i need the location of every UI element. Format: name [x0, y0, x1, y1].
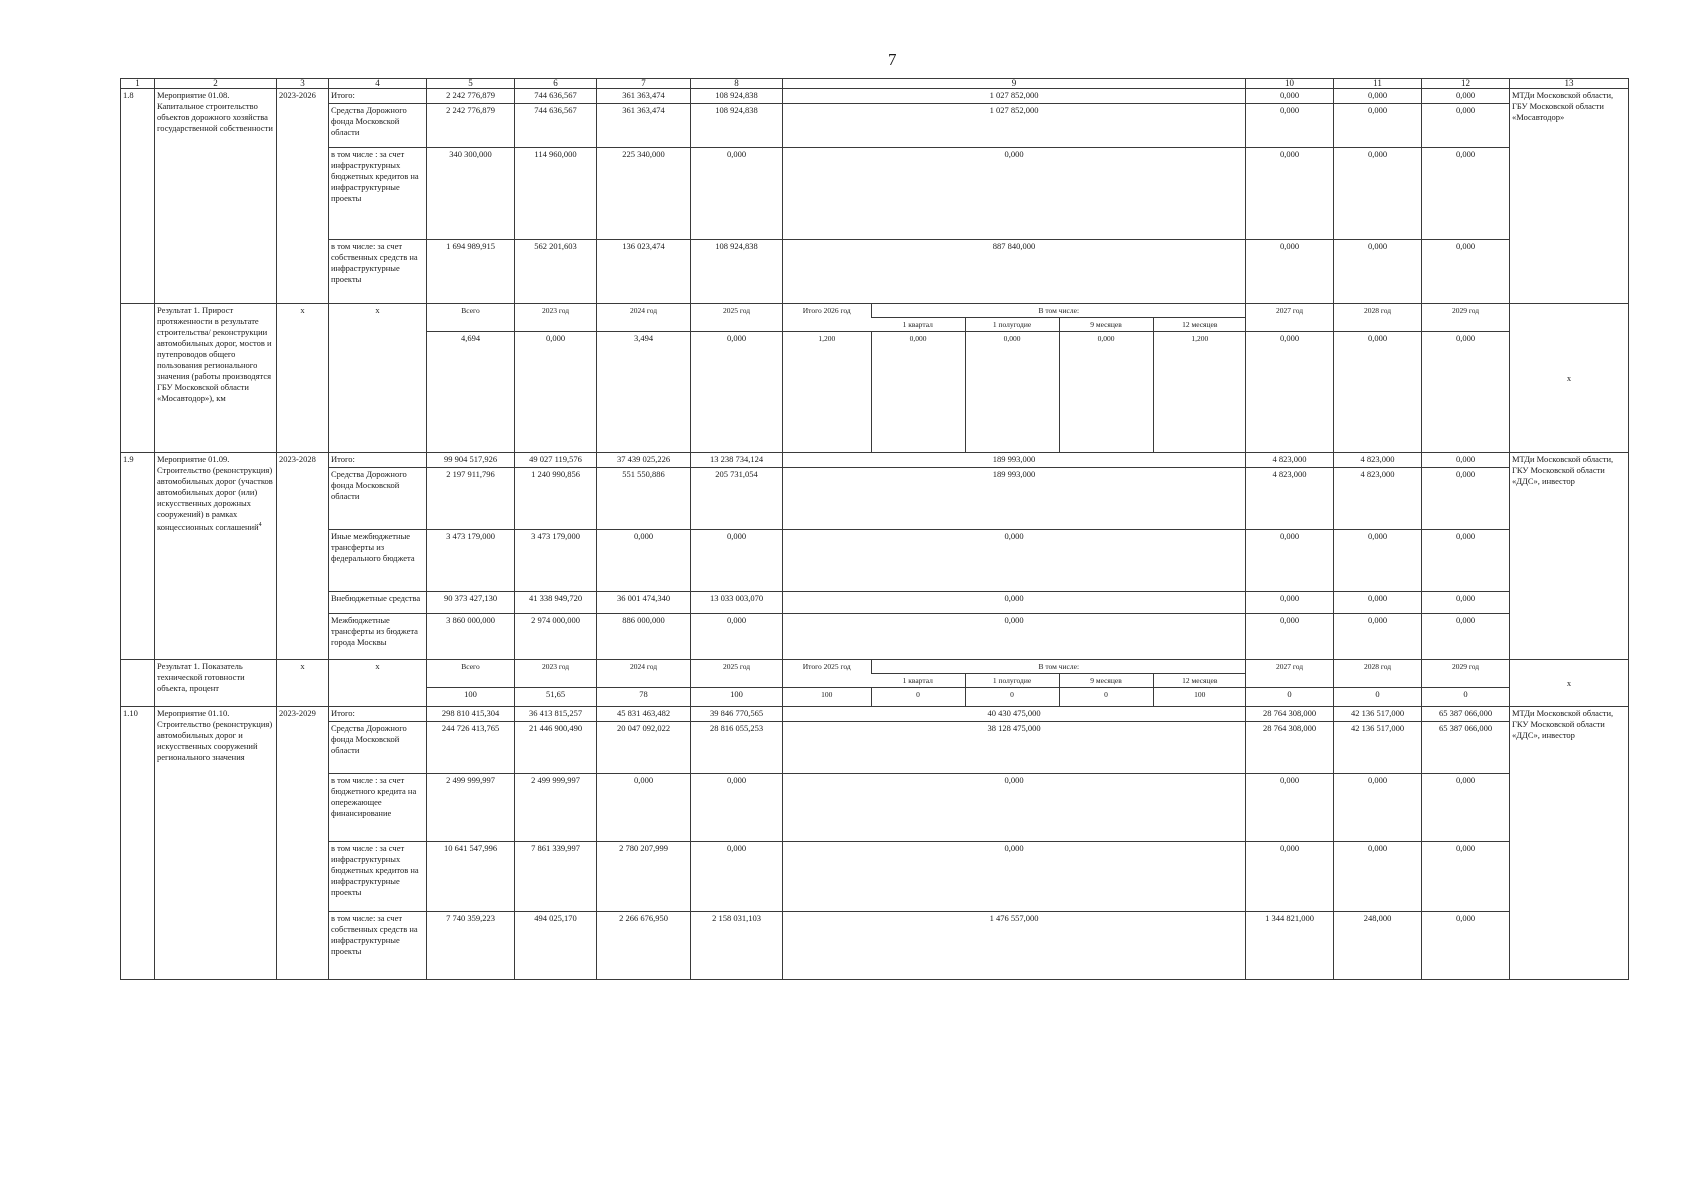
quarter-value: 100	[1153, 688, 1246, 706]
amount-v6: 114 960,000	[515, 148, 597, 240]
amount-v11: 0,000	[1334, 104, 1422, 148]
amount-v7: 361 363,474	[597, 104, 691, 148]
amount-v7: 36 001 474,340	[597, 592, 691, 614]
result-year-header: 2025 год	[691, 660, 783, 688]
program-table	[120, 78, 1629, 980]
col-header: 6	[515, 79, 597, 89]
amount-v12: 65 387 066,000	[1422, 722, 1510, 774]
executor: МТДи Московской области, ГКУ Московской области «ДДС», инвестор	[1510, 707, 1629, 980]
col-header: 8	[691, 79, 783, 89]
result-value: 0	[1246, 688, 1334, 707]
funding-source: Итого:	[329, 707, 427, 722]
quarter-value: 0	[965, 688, 1059, 706]
amount-2026: 40 430 475,000	[783, 707, 1246, 722]
funding-row	[121, 240, 1629, 304]
result-year-header: 2029 год	[1422, 304, 1510, 332]
amount-v7: 0,000	[597, 530, 691, 592]
amount-v6: 1 240 990,856	[515, 468, 597, 530]
including-label: В том числе:	[871, 660, 1246, 674]
amount-v10: 0,000	[1246, 614, 1334, 660]
amount-v10: 0,000	[1246, 89, 1334, 104]
measure-title	[155, 453, 277, 660]
amount-v8: 39 846 770,565	[691, 707, 783, 722]
amount-v12: 0,000	[1422, 842, 1510, 912]
amount-2026: 887 840,000	[783, 240, 1246, 304]
result-value: 0	[1334, 688, 1422, 707]
funding-row	[121, 842, 1629, 912]
amount-v6: 494 025,170	[515, 912, 597, 980]
amount-v11: 4 823,000	[1334, 453, 1422, 468]
amount-v11: 0,000	[1334, 148, 1422, 240]
result-c3: х	[277, 660, 329, 707]
empty-cell	[121, 304, 155, 453]
amount-v7: 886 000,000	[597, 614, 691, 660]
amount-v6: 744 636,567	[515, 104, 597, 148]
amount-v7: 361 363,474	[597, 89, 691, 104]
amount-v5: 1 694 989,915	[427, 240, 515, 304]
measure-title-text: Мероприятие 01.08. Капитальное строительство объектов дорожного хозяйства государственной собственности	[157, 90, 273, 133]
amount-v6: 3 473 179,000	[515, 530, 597, 592]
quarter-header: 1 квартал	[902, 676, 933, 685]
amount-v5: 3 860 000,000	[427, 614, 515, 660]
quarter-header: 1 полугодие	[965, 674, 1059, 688]
col-header: 4	[329, 79, 427, 89]
amount-v5: 2 242 776,879	[427, 89, 515, 104]
amount-v11: 42 136 517,000	[1334, 722, 1422, 774]
funding-source: Межбюджетные трансферты из бюджета города Москвы	[329, 614, 427, 660]
col-header: 3	[277, 79, 329, 89]
funding-row	[121, 468, 1629, 530]
amount-v5: 2 197 911,796	[427, 468, 515, 530]
amount-v5: 2 242 776,879	[427, 104, 515, 148]
amount-v12: 0,000	[1422, 240, 1510, 304]
result-total-year-header: Итого 2025 год	[802, 662, 851, 671]
funding-row	[121, 592, 1629, 614]
result-quarters-header	[783, 660, 1246, 688]
period: 2023-2026	[277, 89, 329, 304]
amount-v11: 248,000	[1334, 912, 1422, 980]
quarter-header: 12 месяцев	[1153, 318, 1246, 332]
result-year-header: 2027 год	[1246, 304, 1334, 332]
amount-v10: 4 823,000	[1246, 453, 1334, 468]
amount-v7: 2 266 676,950	[597, 912, 691, 980]
col-header: 2	[155, 79, 277, 89]
result-value: 0,000	[515, 332, 597, 453]
result-value: 100	[427, 688, 515, 707]
amount-v5: 10 641 547,996	[427, 842, 515, 912]
amount-v12: 0,000	[1422, 912, 1510, 980]
result-year-header: 2024 год	[597, 304, 691, 332]
page-number: 7	[888, 50, 897, 69]
funding-source: Внебюджетные средства	[329, 592, 427, 614]
amount-v10: 0,000	[1246, 774, 1334, 842]
result-year-header: 2025 год	[691, 304, 783, 332]
col-header: 9	[783, 79, 1246, 89]
result-year-header: 2023 год	[515, 304, 597, 332]
amount-v5: 90 373 427,130	[427, 592, 515, 614]
amount-2026: 1 476 557,000	[783, 912, 1246, 980]
amount-v5: 298 810 415,304	[427, 707, 515, 722]
period: 2023-2028	[277, 453, 329, 660]
footnote-mark: 4	[258, 522, 262, 528]
amount-v5: 340 300,000	[427, 148, 515, 240]
amount-2026: 189 993,000	[783, 453, 1246, 468]
amount-v5: 99 904 517,926	[427, 453, 515, 468]
result-c4: х	[329, 304, 427, 453]
amount-v5: 7 740 359,223	[427, 912, 515, 980]
col-header: 12	[1422, 79, 1510, 89]
funding-source: в том числе: за счет собственных средств на инфраструктурные проекты	[329, 240, 427, 304]
funding-row	[121, 707, 1629, 722]
amount-v12: 0,000	[1422, 530, 1510, 592]
empty-cell	[121, 660, 155, 707]
result-value: 51,65	[515, 688, 597, 707]
amount-v12: 0,000	[1422, 774, 1510, 842]
amount-v7: 0,000	[597, 774, 691, 842]
result-year-header: 2024 год	[597, 660, 691, 688]
amount-2026: 0,000	[783, 592, 1246, 614]
amount-v5: 3 473 179,000	[427, 530, 515, 592]
period: 2023-2029	[277, 707, 329, 980]
including-label: В том числе:	[871, 304, 1246, 318]
result-c3: х	[277, 304, 329, 453]
result-year-header: 2029 год	[1422, 660, 1510, 688]
row-number: 1.10	[121, 707, 155, 980]
result-year-header: 2023 год	[515, 660, 597, 688]
amount-v12: 0,000	[1422, 89, 1510, 104]
amount-v6: 2 974 000,000	[515, 614, 597, 660]
result-total-year-value: 100	[821, 690, 833, 699]
amount-v6: 21 446 900,490	[515, 722, 597, 774]
amount-v10: 4 823,000	[1246, 468, 1334, 530]
amount-v10: 0,000	[1246, 842, 1334, 912]
funding-source: в том числе : за счет инфраструктурных бюджетных кредитов на инфраструктурные проекты	[329, 842, 427, 912]
funding-source: в том числе : за счет бюджетного кредита на опережающее финансирование	[329, 774, 427, 842]
funding-source: Итого:	[329, 453, 427, 468]
quarter-value: 0,000	[871, 332, 965, 452]
column-number-row	[121, 79, 1629, 89]
amount-v8: 108 924,838	[691, 104, 783, 148]
result-c4: х	[329, 660, 427, 707]
amount-v8: 0,000	[691, 614, 783, 660]
quarter-header: 12 месяцев	[1153, 674, 1246, 688]
amount-v11: 0,000	[1334, 240, 1422, 304]
col-header: 7	[597, 79, 691, 89]
result-year-header: 2028 год	[1334, 660, 1422, 688]
col-header: 10	[1246, 79, 1334, 89]
amount-v11: 0,000	[1334, 530, 1422, 592]
result-quarter-values	[783, 332, 1246, 453]
amount-2026: 38 128 475,000	[783, 722, 1246, 774]
amount-v8: 108 924,838	[691, 240, 783, 304]
quarter-value: 0,000	[965, 332, 1059, 452]
measure-title	[155, 707, 277, 980]
result-value: 4,694	[427, 332, 515, 453]
amount-v10: 1 344 821,000	[1246, 912, 1334, 980]
result-value: 0	[1422, 688, 1510, 707]
measure-title	[155, 89, 277, 304]
funding-row	[121, 774, 1629, 842]
funding-row	[121, 614, 1629, 660]
funding-source: Итого:	[329, 89, 427, 104]
quarter-header: 9 месяцев	[1059, 674, 1153, 688]
result-c13: х	[1510, 660, 1629, 707]
col-header: 5	[427, 79, 515, 89]
funding-source: в том числе : за счет инфраструктурных бюджетных кредитов на инфраструктурные проекты	[329, 148, 427, 240]
amount-2026: 0,000	[783, 614, 1246, 660]
amount-v10: 28 764 308,000	[1246, 722, 1334, 774]
amount-v8: 0,000	[691, 842, 783, 912]
result-header-row	[121, 660, 1629, 688]
amount-v8: 0,000	[691, 148, 783, 240]
amount-v8: 205 731,054	[691, 468, 783, 530]
amount-v6: 562 201,603	[515, 240, 597, 304]
result-value: 3,494	[597, 332, 691, 453]
amount-v10: 0,000	[1246, 530, 1334, 592]
amount-v8: 13 033 003,070	[691, 592, 783, 614]
funding-row	[121, 722, 1629, 774]
quarter-header: 1 полугодие	[965, 318, 1059, 332]
funding-row	[121, 104, 1629, 148]
row-number: 1.9	[121, 453, 155, 660]
amount-v11: 4 823,000	[1334, 468, 1422, 530]
quarter-value: 0	[871, 688, 965, 706]
amount-v6: 7 861 339,997	[515, 842, 597, 912]
amount-v7: 2 780 207,999	[597, 842, 691, 912]
amount-2026: 1 027 852,000	[783, 89, 1246, 104]
result-total-year-value: 1,200	[818, 334, 836, 343]
result-quarter-values	[783, 688, 1246, 707]
amount-v6: 744 636,567	[515, 89, 597, 104]
result-value: 0,000	[1334, 332, 1422, 453]
amount-2026: 0,000	[783, 774, 1246, 842]
amount-v12: 0,000	[1422, 614, 1510, 660]
row-number: 1.8	[121, 89, 155, 304]
amount-v8: 2 158 031,103	[691, 912, 783, 980]
result-quarters-header	[783, 304, 1246, 332]
amount-v10: 28 764 308,000	[1246, 707, 1334, 722]
amount-v5: 244 726 413,765	[427, 722, 515, 774]
result-value: 0,000	[691, 332, 783, 453]
amount-v6: 49 027 119,576	[515, 453, 597, 468]
amount-v12: 0,000	[1422, 468, 1510, 530]
amount-2026: 1 027 852,000	[783, 104, 1246, 148]
amount-2026: 0,000	[783, 842, 1246, 912]
amount-v7: 136 023,474	[597, 240, 691, 304]
quarter-value: 0,000	[1059, 332, 1153, 452]
funding-source: Иные межбюджетные трансферты из федерального бюджета	[329, 530, 427, 592]
col-header: 13	[1510, 79, 1629, 89]
result-year-header: Всего	[427, 660, 515, 688]
amount-2026: 189 993,000	[783, 468, 1246, 530]
quarter-value: 1,200	[1153, 332, 1246, 452]
amount-v12: 65 387 066,000	[1422, 707, 1510, 722]
result-title: Результат 1. Прирост протяженности в результате строительства/ реконструкции автомобильных дорог, мостов и путепроводов общего пользования регионального значения (работы производятся ГБУ Московской области «Мосавтодор»), км	[155, 304, 277, 453]
amount-v8: 13 238 734,124	[691, 453, 783, 468]
amount-v8: 0,000	[691, 774, 783, 842]
amount-v10: 0,000	[1246, 104, 1334, 148]
amount-v8: 0,000	[691, 530, 783, 592]
measure-title-text: Мероприятие 01.09. Строительство (реконструкция) автомобильных дорог (участков автомобильных дорог (или) искусственных дорожных сооружений) в рамках концессионных соглашений	[157, 454, 273, 532]
amount-v10: 0,000	[1246, 240, 1334, 304]
amount-v12: 0,000	[1422, 148, 1510, 240]
result-value: 100	[691, 688, 783, 707]
amount-v11: 42 136 517,000	[1334, 707, 1422, 722]
amount-v12: 0,000	[1422, 592, 1510, 614]
measure-title-text: Мероприятие 01.10. Строительство (реконструкция) автомобильных дорог и искусственных сооружений регионального значения	[157, 708, 273, 762]
col-header: 1	[121, 79, 155, 89]
funding-source: Средства Дорожного фонда Московской области	[329, 468, 427, 530]
amount-v7: 225 340,000	[597, 148, 691, 240]
funding-row	[121, 453, 1629, 468]
result-year-header: Всего	[427, 304, 515, 332]
funding-source: Средства Дорожного фонда Московской области	[329, 104, 427, 148]
result-header-row	[121, 304, 1629, 332]
amount-v7: 551 550,886	[597, 468, 691, 530]
amount-v5: 2 499 999,997	[427, 774, 515, 842]
amount-v10: 0,000	[1246, 592, 1334, 614]
amount-v8: 28 816 055,253	[691, 722, 783, 774]
amount-v11: 0,000	[1334, 842, 1422, 912]
amount-v7: 37 439 025,226	[597, 453, 691, 468]
amount-v7: 20 047 092,022	[597, 722, 691, 774]
result-year-header: 2027 год	[1246, 660, 1334, 688]
amount-v7: 45 831 463,482	[597, 707, 691, 722]
result-value: 0,000	[1246, 332, 1334, 453]
quarter-value: 0	[1059, 688, 1153, 706]
amount-v6: 2 499 999,997	[515, 774, 597, 842]
result-c13: х	[1510, 304, 1629, 453]
result-value: 78	[597, 688, 691, 707]
amount-v11: 0,000	[1334, 89, 1422, 104]
amount-v12: 0,000	[1422, 453, 1510, 468]
amount-v6: 41 338 949,720	[515, 592, 597, 614]
funding-source: Средства Дорожного фонда Московской области	[329, 722, 427, 774]
amount-v6: 36 413 815,257	[515, 707, 597, 722]
executor: МТДи Московской области, ГБУ Московской области «Мосавтодор»	[1510, 89, 1629, 304]
amount-v11: 0,000	[1334, 774, 1422, 842]
amount-v11: 0,000	[1334, 614, 1422, 660]
amount-v10: 0,000	[1246, 148, 1334, 240]
funding-row	[121, 530, 1629, 592]
result-year-header: 2028 год	[1334, 304, 1422, 332]
quarter-header: 1 квартал	[902, 320, 933, 329]
funding-row	[121, 148, 1629, 240]
funding-row	[121, 912, 1629, 980]
quarter-header: 9 месяцев	[1059, 318, 1153, 332]
funding-row	[121, 89, 1629, 104]
result-title: Результат 1. Показатель технической готовности объекта, процент	[155, 660, 277, 707]
col-header: 11	[1334, 79, 1422, 89]
executor: МТДи Московской области, ГКУ Московской области «ДДС», инвестор	[1510, 453, 1629, 660]
result-total-year-header: Итого 2026 год	[802, 306, 851, 315]
amount-2026: 0,000	[783, 530, 1246, 592]
amount-v11: 0,000	[1334, 592, 1422, 614]
result-value: 0,000	[1422, 332, 1510, 453]
amount-v12: 0,000	[1422, 104, 1510, 148]
funding-source: в том числе: за счет собственных средств на инфраструктурные проекты	[329, 912, 427, 980]
amount-2026: 0,000	[783, 148, 1246, 240]
amount-v8: 108 924,838	[691, 89, 783, 104]
